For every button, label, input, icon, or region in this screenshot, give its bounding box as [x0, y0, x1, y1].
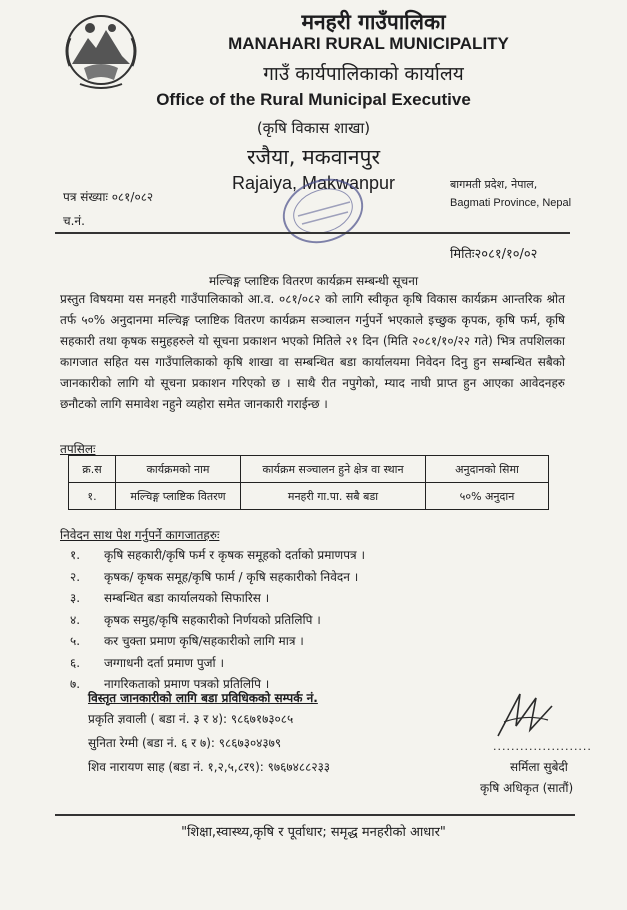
location-nepali: रजैया, मकवानपुर	[246, 145, 381, 169]
list-item: ६. जग्गाधनी दर्ता प्रमाण पुर्जा ।	[70, 655, 225, 670]
office-name-nepali: गाउँ कार्यपालिकाको कार्यालय	[263, 63, 464, 85]
footer-slogan: "शिक्षा,स्वास्थ्य,कृषि र पूर्वाधार; समृद्ध मनहरीको आधार"	[181, 825, 446, 840]
list-item: ७. नागरिकताको प्रमाण पत्रको प्रतिलिपि ।	[70, 677, 270, 691]
contact-item: प्रकृति ज्ञवाली ( बडा नं. ३ र ४): ९८६७१७३०८५	[88, 712, 294, 726]
signature	[490, 686, 560, 741]
section-name: (कृषि विकास शाखा)	[256, 119, 371, 137]
signatory-name: सर्मिला सुबेदी	[510, 760, 568, 774]
notice-body: प्रस्तुत विषयमा यस मनहरी गाउँपालिकाको आ.व. ०८१/०८२ को लागि स्वीकृत कृषि विकास कार्यक्रम आन्तरिक श्रोत तर्फ ५०% अनुदानमा मल्चिङ्ग प्लाष्टिक वितरण कार्यक्रम सञ्चालन गर्नुपर्ने भएकाले इच्छुक कृपक, कृषि फर्म, कृषि सहकारी तथा कृषक समुहहरुले यो सूचना प्रकाशन भएको मितिले २१ दिन (मिति २०८१/१०/२२ गते) भित्र तपशिलका कागजात सहित यस गाउँपालिकाको कृषि शाखा वा सम्बन्धित बडा कार्यालयमा निवेदन दिनु हुन सम्बन्धित सबैको जानकारीको लागि यो सूचना प्रकाशन गरिएको छ । साथै रीत नपुगेको, म्याद नाघी प्राप्त हुन आएका आवेदनहरु छनौटको लागि समावेश नहुने व्यहोरा समेत जानकारी गराईन्छ ।	[60, 292, 565, 411]
col-serial: क्र.स	[69, 456, 116, 483]
table-row	[69, 483, 549, 510]
signatory-title: कृषि अधिकृत (सातौं)	[480, 781, 574, 795]
contact-item: शिव नारायण साह (बडा नं. १,२,५,८र९): ९७६७४८८२३३	[88, 760, 331, 774]
cell-program: मल्चिङ्ग प्लाष्टिक वितरण	[116, 483, 241, 510]
location-english: Rajaiya, Makwanpur	[231, 173, 396, 193]
office-stamp	[268, 176, 378, 246]
signature-line: ......................	[493, 740, 592, 753]
schedule-label: तपसिलः	[60, 442, 96, 456]
schedule-table	[68, 455, 549, 510]
documents-list	[70, 546, 365, 697]
cell-location: मनहरी गा.पा. सबै बडा	[241, 483, 426, 510]
col-program: कार्यक्रमको नाम	[116, 456, 241, 483]
table-header-row	[69, 456, 549, 483]
footer-divider	[55, 814, 575, 816]
list-item: २. कृषक/ कृषक समूह/कृषि फार्म / कृषि सहकारीको निवेदन ।	[70, 569, 359, 584]
letter-number: पत्र संख्याः ०८१/०८२	[63, 190, 154, 204]
office-name-english: Office of the Rural Municipal Executive	[156, 90, 471, 109]
header-divider	[55, 232, 570, 234]
dispatch-number: च.नं.	[63, 214, 85, 228]
municipality-name-nepali: मनहरी गाउँपालिका	[301, 10, 446, 34]
province-nepali: बागमती प्रदेश, नेपाल,	[450, 178, 538, 191]
municipality-name-english: MANAHARI RURAL MUNICIPALITY	[228, 34, 509, 53]
list-item: ३. सम्बन्धित बडा कार्यालयको सिफारिस ।	[70, 591, 270, 605]
documents-title: निवेदन साथ पेश गर्नुपर्ने कागजातहरुः	[60, 528, 220, 542]
list-item: १. कृषि सहकारी/कृषि फर्म र कृषक समूहको दर्ताको प्रमाणपत्र ।	[70, 548, 366, 562]
list-item: ४. कृषक समुह/कृषि सहकारीको निर्णयको प्रतिलिपि ।	[70, 612, 321, 627]
contact-list	[88, 710, 330, 782]
contact-item: सुनिता रेग्मी (बडा नं. ६ र ७): ९८६७३०४३७९	[88, 736, 282, 750]
contact-title: विस्तृत जानकारीको लागि बडा प्रविधिकको सम्पर्क नं.	[88, 691, 318, 705]
col-location: कार्यक्रम सञ्चालन हुने क्षेत्र वा स्थान	[241, 456, 426, 483]
notice-subject: मल्चिङ्ग प्लाष्टिक वितरण कार्यक्रम सम्बन्धी सूचना	[208, 274, 419, 288]
list-item: ५. कर चुक्ता प्रमाण कृषि/सहकारीको लागि मात्र ।	[70, 634, 304, 648]
col-grant: अनुदानको सिमा	[426, 456, 549, 483]
issue-date: मितिः२०८१/१०/०२	[450, 247, 538, 262]
province-english: Bagmati Province, Nepal	[450, 197, 572, 209]
cell-grant: ५०% अनुदान	[426, 483, 549, 510]
cell-serial: १.	[69, 483, 116, 510]
